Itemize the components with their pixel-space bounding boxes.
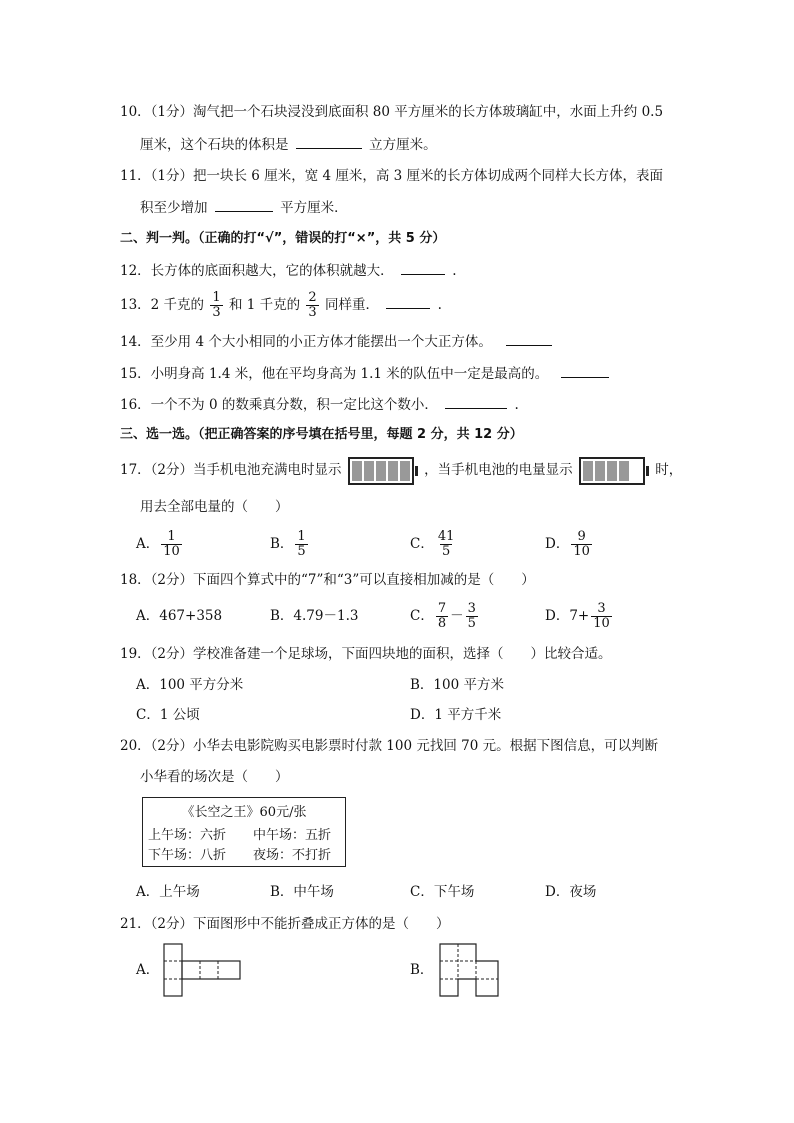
q17-text-b: ，当手机电池的电量显示 — [424, 462, 573, 478]
battery-cell — [607, 461, 617, 481]
q18-option-c[interactable] — [410, 599, 480, 633]
q10-line1: 10．（1分）淘气把一个石块浸没到底面积 80 平方厘米的长方体玻璃缸中，水面上升约 0.5 — [120, 104, 664, 120]
q17-option-b-fraction — [295, 530, 307, 559]
partial-battery-icon — [579, 457, 649, 485]
ticket-night: 夜场：不打折 — [253, 848, 332, 863]
q16-end: . — [514, 397, 519, 413]
q21-question: 21．（2分）下面图形中不能折叠成正方体的是（ ） — [120, 916, 450, 932]
q21-option-a[interactable]: A． — [136, 962, 160, 978]
q17-option-d-label: D． — [545, 536, 570, 552]
q13-end: . — [437, 297, 442, 313]
q20-option-b[interactable]: B．中午场 — [270, 884, 334, 900]
q18-option-b[interactable]: B．4.79－1.3 — [270, 608, 359, 624]
q17-text-c: 时， — [655, 462, 683, 478]
ticket-afternoon: 下午场：八折 — [148, 848, 227, 863]
q16-text: 16．一个不为 0 的数乘真分数，积一定比这个数小． — [120, 397, 438, 413]
q13-fraction-2 — [306, 291, 318, 320]
q14-answer-blank[interactable] — [506, 331, 552, 346]
ticket-title: 《长空之王》60元/张 — [181, 805, 307, 820]
full-battery-cells — [348, 457, 414, 485]
q14 — [120, 331, 555, 352]
q17-b-den: 5 — [297, 544, 306, 559]
q19-option-c[interactable]: C．1 公顷 — [136, 707, 200, 723]
q18-d-num: 3 — [597, 601, 606, 616]
partial-battery-tip — [646, 466, 649, 476]
q17-option-d[interactable] — [545, 527, 594, 561]
q13-f2-den: 3 — [308, 305, 317, 320]
q13 — [120, 288, 442, 322]
q19-option-a[interactable]: A．100 平方分米 — [136, 677, 244, 693]
q18-c-fraction-1 — [436, 602, 448, 631]
cube-net-b-figure — [436, 942, 502, 998]
q18-c-n1: 7 — [437, 601, 447, 616]
q17-c-num: 41 — [437, 529, 455, 544]
q13-text-c: 同样重． — [324, 297, 379, 313]
q18-option-d[interactable] — [545, 599, 614, 633]
q17-option-b-label: B． — [270, 536, 294, 552]
q20-option-d[interactable]: D．夜场 — [545, 884, 597, 900]
q13-f1-num: 1 — [212, 290, 221, 305]
q17-line1 — [120, 456, 682, 484]
battery-cell — [352, 461, 362, 481]
q20-option-a[interactable]: A．上午场 — [136, 884, 200, 900]
q11-line2 — [140, 197, 348, 218]
q18-d-label: D．7+ — [545, 608, 590, 624]
q10-line2-text-b: 立方厘米。 — [369, 137, 437, 153]
battery-cell — [595, 461, 605, 481]
q15 — [120, 363, 612, 384]
q18-c-d1: 8 — [437, 616, 447, 631]
q18-c-d2: 5 — [467, 616, 476, 631]
q13-text-b: 和 1 千克的 — [228, 297, 301, 313]
q19-question: 19．（2分）学校准备建一个足球场，下面四块地的面积，选择（ ）比较合适。 — [120, 646, 612, 662]
q17-option-b[interactable] — [270, 527, 310, 561]
q10-line2-text-a: 厘米，这个石块的体积是 — [140, 137, 289, 153]
q12 — [120, 260, 457, 281]
battery-cell — [364, 461, 374, 481]
q17-option-c[interactable] — [410, 527, 458, 561]
q18-d-fraction — [591, 602, 612, 631]
full-battery-tip — [415, 466, 418, 476]
q20-line2: 小华看的场次是（ ） — [140, 769, 289, 785]
q17-b-num: 1 — [297, 529, 306, 544]
q19-option-b[interactable]: B．100 平方米 — [410, 677, 504, 693]
battery-cell — [583, 461, 593, 481]
q17-d-den: 10 — [573, 544, 590, 559]
battery-cell — [388, 461, 398, 481]
partial-battery-cells — [579, 457, 645, 485]
q15-answer-blank[interactable] — [561, 363, 609, 378]
q17-option-a-label: A． — [136, 536, 160, 552]
q11-answer-blank[interactable] — [215, 197, 273, 212]
q15-text: 15．小明身高 1.4 米，他在平均身高为 1.1 米的队伍中一定是最高的。 — [120, 366, 549, 382]
q11-line2-text-b: 平方厘米． — [280, 200, 348, 216]
q18-c-label: C． — [410, 608, 434, 624]
q17-c-den: 5 — [441, 544, 451, 559]
q20-line1: 20．（2分）小华去电影院购买电影票时付款 100 元找回 70 元。根据下图信息，可以判断 — [120, 738, 659, 754]
full-battery-icon — [348, 457, 418, 485]
q10-answer-blank[interactable] — [296, 134, 362, 149]
q17-a-den: 10 — [163, 544, 180, 559]
q14-text: 14．至少用 4 个大小相同的小正方体才能摆出一个大正方体。 — [120, 334, 492, 350]
q11-line2-text-a: 积至少增加 — [140, 200, 208, 216]
ticket-price-box — [142, 797, 346, 867]
battery-cell — [400, 461, 410, 481]
q18-c-operator: － — [450, 608, 464, 624]
q18-d-den: 10 — [593, 616, 610, 631]
q17-option-c-label: C． — [410, 536, 434, 552]
battery-cell — [619, 461, 629, 481]
q18-option-a[interactable]: A．467+358 — [136, 608, 223, 624]
cube-net-a-figure — [160, 942, 244, 998]
q18-question: 18．（2分）下面四个算式中的“7”和“3”可以直接相加减的是（ ） — [120, 572, 535, 588]
q12-text: 12．长方体的底面积越大，它的体积就越大． — [120, 263, 394, 279]
q17-a-num: 1 — [167, 529, 176, 544]
q10-line2 — [140, 134, 437, 155]
section2-title: 二、判一判。（正确的打“√”，错误的打“×”，共 5 分） — [120, 231, 446, 246]
section3-title: 三、选一选。（把正确答案的序号填在括号里，每题 2 分，共 12 分） — [120, 427, 523, 442]
q17-option-a-fraction — [161, 530, 182, 559]
battery-cell — [631, 461, 641, 481]
q13-f1-den: 3 — [212, 305, 221, 320]
q13-f2-num: 2 — [308, 290, 317, 305]
q18-c-fraction-2 — [466, 602, 478, 631]
q16-answer-blank[interactable] — [445, 394, 507, 409]
q13-fraction-1 — [210, 291, 222, 320]
q17-option-d-fraction — [571, 530, 592, 559]
q21-option-b[interactable]: B． — [410, 962, 434, 978]
q17-option-c-fraction — [436, 530, 457, 559]
q17-d-num: 9 — [577, 529, 586, 544]
q12-answer-blank[interactable] — [401, 260, 445, 275]
q20-option-c[interactable]: C．下午场 — [410, 884, 475, 900]
q19-option-d[interactable]: D．1 平方千米 — [410, 707, 502, 723]
q16 — [120, 394, 519, 415]
q11-line1: 11．（1分）把一块长 6 厘米，宽 4 厘米，高 3 厘米的长方体切成两个同样大长方体，表面 — [120, 168, 664, 184]
q17-line2: 用去全部电量的（ ） — [140, 499, 289, 515]
battery-cell — [376, 461, 386, 481]
q17-option-a[interactable] — [136, 527, 184, 561]
ticket-noon: 中午场：五折 — [253, 828, 332, 843]
q18-c-n2: 3 — [467, 601, 476, 616]
ticket-morning: 上午场：六折 — [148, 828, 227, 843]
q13-text-a: 13．2 千克的 — [120, 297, 205, 313]
q13-answer-blank[interactable] — [386, 294, 430, 309]
q17-text-a: 17．（2分）当手机电池充满电时显示 — [120, 462, 342, 478]
q12-end: . — [452, 263, 457, 279]
